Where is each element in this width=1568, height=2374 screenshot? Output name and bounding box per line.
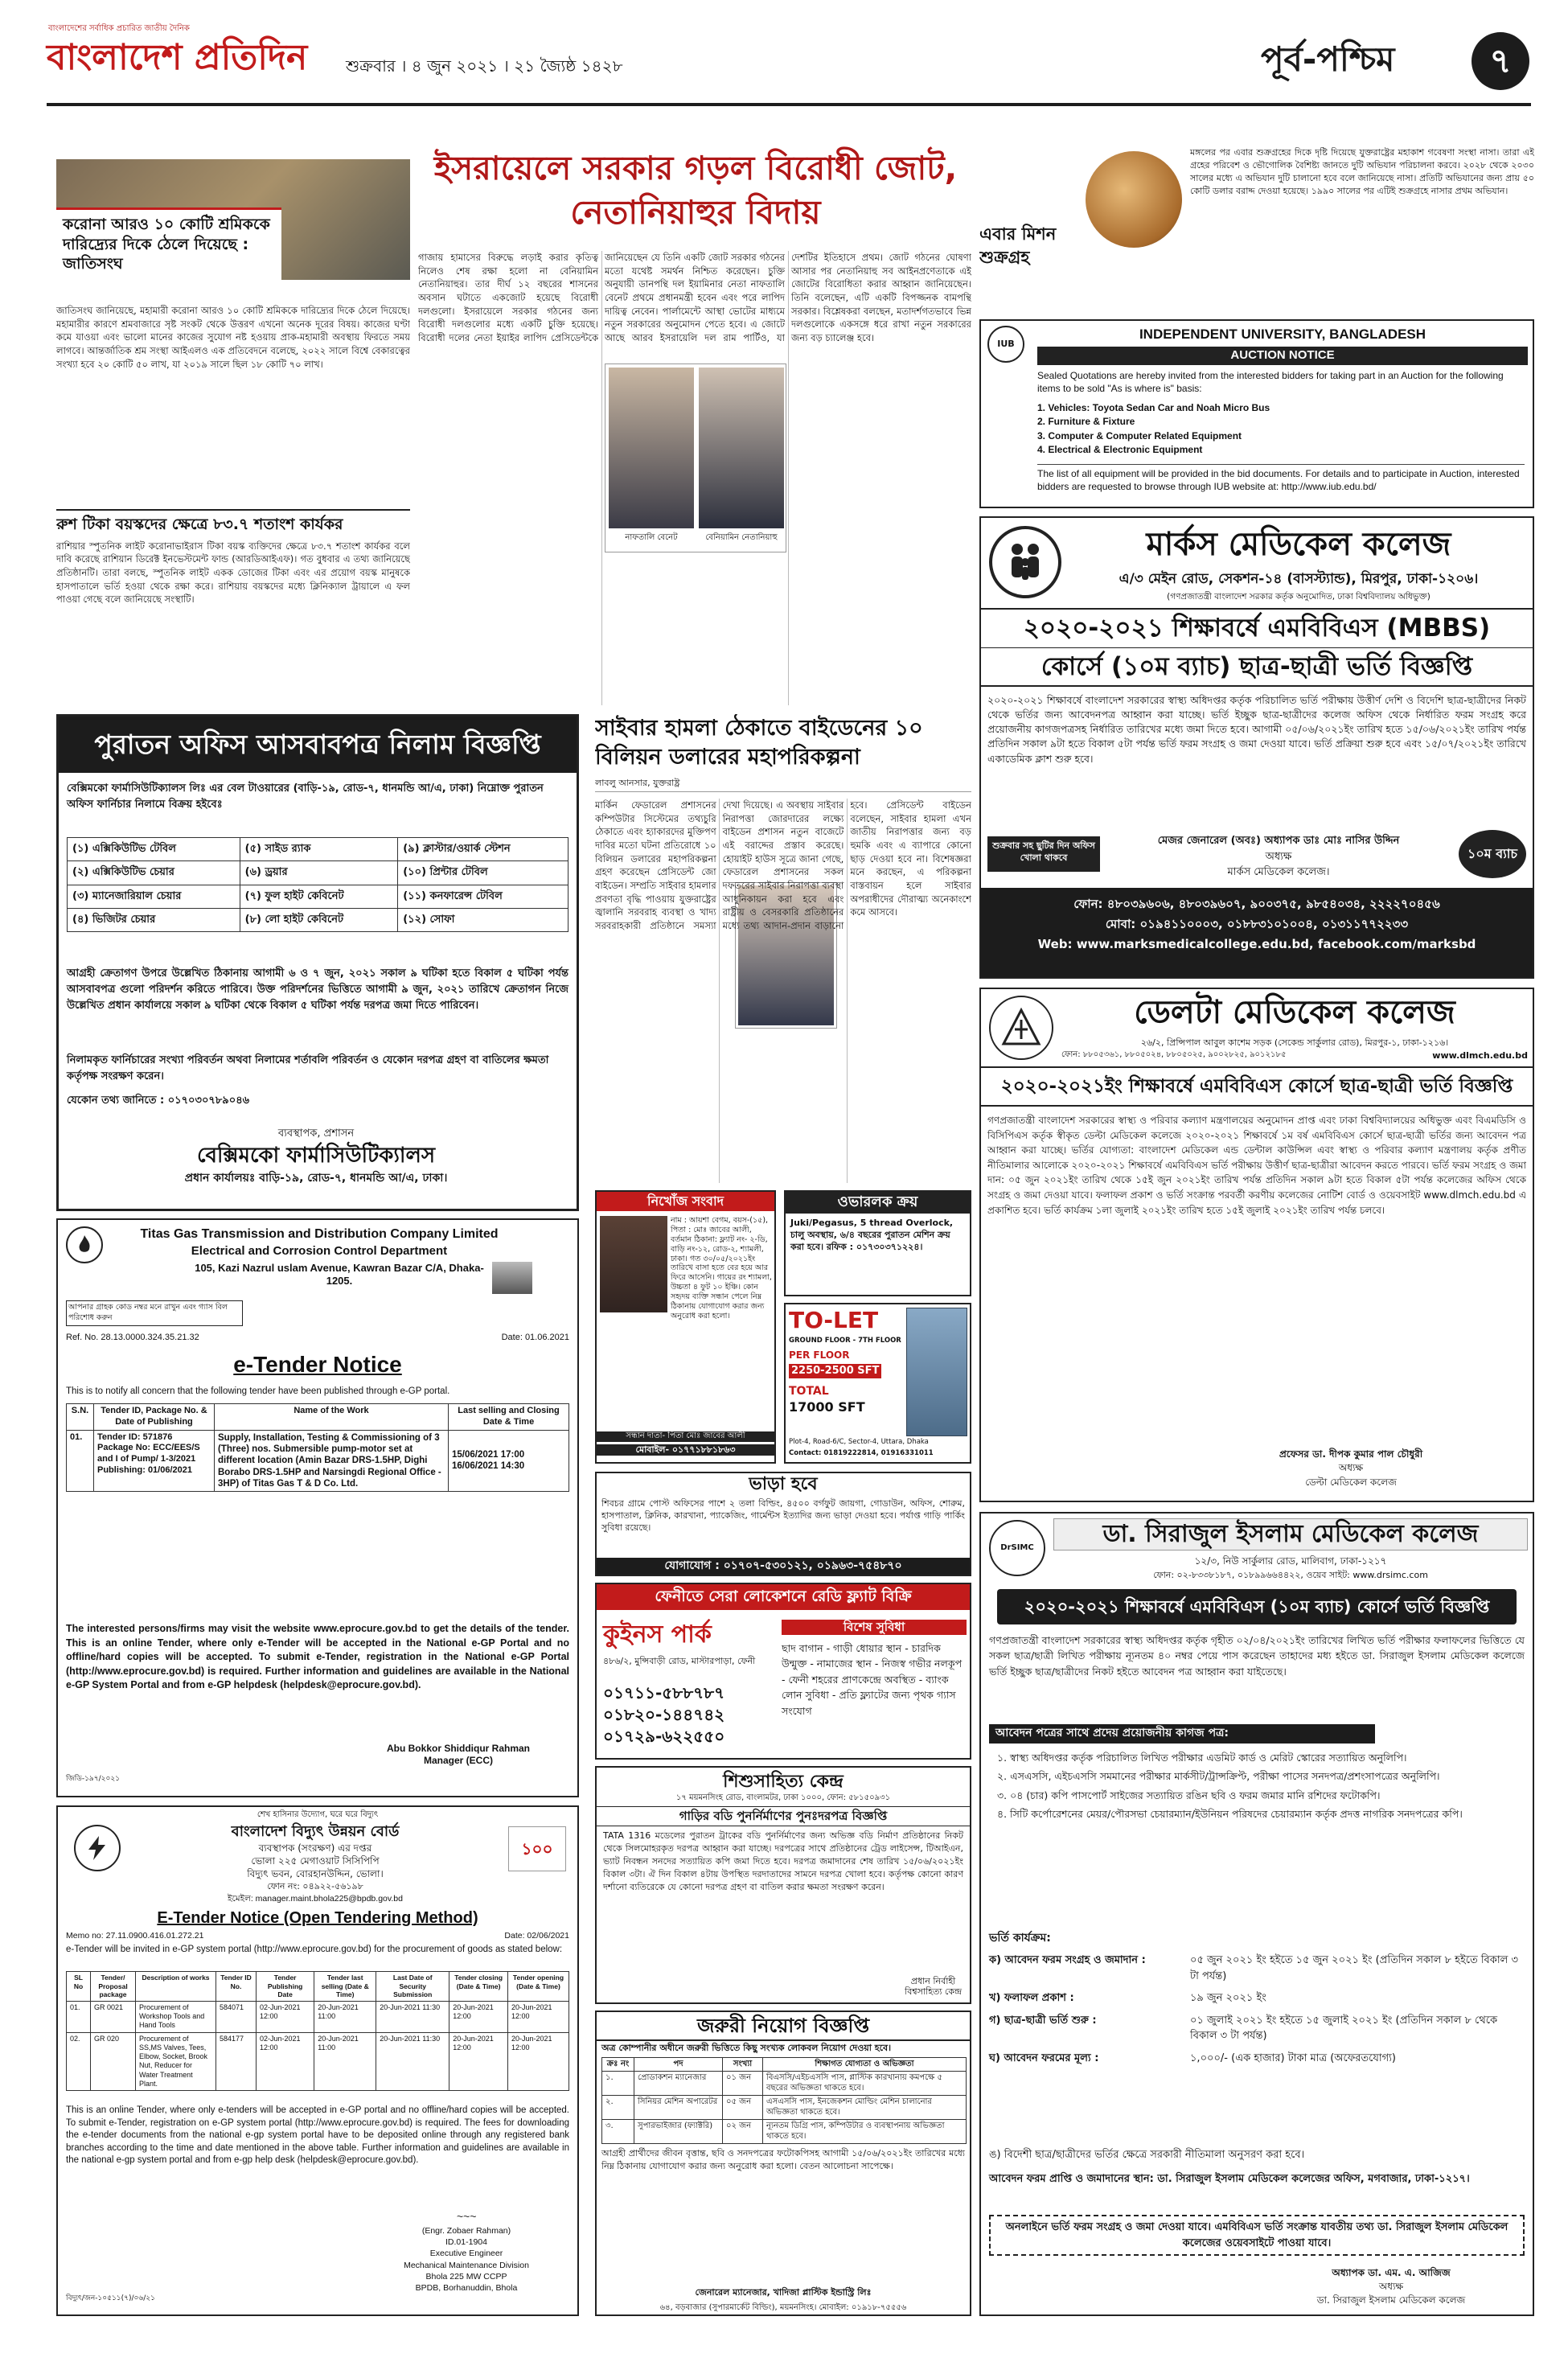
cyber-body: মার্কিন ফেডারেল প্রশাসনের কম্পিউটার সিস্টেমের তথ্যচুরি ঠেকাতে এবং হ্যাকারদের মুক্তিপণ দাবির মতো ঘটনা প্রতিরোধে ১০ বিলিয়ন ডলারের মহাপরিকল্পনা গ্রহণ করেছেন প্রেসিডেন্ট জো বাইডেন। সম্প্রতি সাইবার হামলার প্রবণতা বৃদ্ধি পাওয়ায় যুক্তরাষ্ট্রের জ্বালানি সরবরাহ ব্যবস্থা ও খাদ্য সরবরাহকারী প্রতিষ্ঠানে সমস্যা দেখা দিয়েছে। এ অবস্থায় সাইবার নিরাপত্তা জোরদারের লক্ষ্যে বাইডেন প্রশাসন নতুন বাজেটে এই বরাদ্দের প্রস্তাব করেছে। হোয়াইট হাউস সূত্রে জানা গেছে, ফেডারেল প্রশাসনের সকল দফতরের সাইবার নিরাপত্তা ব্যবস্থা আধুনিকায়ন করা হবে এবং রাষ্ট্রীয় ও বেসরকারি প্রতিষ্ঠানের মধ্যে তথ্য আদান-প্রদান বাড়ানো হবে। প্রেসিডেন্ট বাইডেন বলেছেন, সাইবার হামলা এখন জাতীয় নিরাপত্তার জন্য বড় হুমকি এবং এ ব্যাপারে কোনো ছাড় দেওয়া হবে না। বিশেষজ্ঞরা মনে করছেন, এ পরিকল্পনা বাস্তবায়ন হলে সাইবার অপরাধীদের দৌরাত্ম্য অনেকাংশে কমে আসবে। (595, 799, 971, 932)
schedule-row (989, 1990, 1525, 2006)
delta-sign-role: অধ্যক্ষ (1338, 1462, 1364, 1474)
sirajul-doc-item: ৩. ০৪ (চার) কপি পাসপোর্ট সাইজের সত্যায়িত রঙিন ছবি ও ফরম জমার মানি রশিদের ফটোকপি। (997, 1789, 1381, 1801)
cyber-byline: লাবলু আনসার, যুক্তরাষ্ট্র (595, 778, 971, 792)
russia-headline: রুশ টিকা বয়স্কদের ক্ষেত্রে ৮৩.৭ শতাংশ কার্যকর (56, 515, 343, 533)
sirajul-docs (997, 1750, 1525, 1822)
sirajul-body: গণপ্রজাতন্ত্রী বাংলাদেশ সরকারের স্বাস্থ্য অধিদপ্তর কর্তৃক গৃহীত ০২/০৪/২০২১ইং তারিখের লিখিত ভর্তি পরীক্ষার ফলাফলের ভিত্তিতে যে সকল ছাত্র/ছাত্রী লিখিত পরীক্ষায় ন্যূনতম ৪০ নম্বর পেয়ে পাস করেছেন তাহাদের মধ্য হইতে ডা. সিরাজুল ইসলাম মেডিকেল কলেজে ভর্তি ইচ্ছুক ছাত্র/ছাত্রীদের নিকট হইতে আবেদন পত্র আহ্বান করা যাইতেছে। (989, 1634, 1525, 1678)
russia-body: রাশিয়ার স্পুতনিক লাইট করোনাভাইরাস টিকা বয়স্ক ব্যক্তিদের ক্ষেত্রে ৮৩.৭ শতাংশ কার্যকর বলে দাবি করেছে রাশিয়ান ডিরেক্ট ইনভেস্টমেন্ট ফান্ড (আরডিআইএফ)। গত বুধবার এ তথ্য জানিয়েছে প্রতিষ্ঠানটি। তারা বলছে, স্পুতনিক লাইট একক ডোজের টিকা এবং এর প্রয়োগ বয়স্ক মানুষকে হাসপাতালে ভর্তি হওয়া থেকে রক্ষা করে। রাশিয়ায় বয়স্কদের মধ্যে ক্লিনিক্যাল ট্রায়ালে এ ফল পাওয়া গেছে বলে জানিয়েছে সংস্থাটি। (56, 540, 410, 606)
bpdb-sign (363, 2209, 569, 2294)
venus-article (979, 146, 1534, 315)
masthead-date: শুক্রবার । ৪ জুন ২০২১ । ২১ জ্যৈষ্ঠ ১৪২৮ (346, 56, 623, 76)
titas-row (67, 1430, 569, 1492)
bpdb-th: SL No (67, 1972, 91, 2002)
bpdb-cell: 584071 (216, 2001, 257, 2032)
jobs-table (601, 2057, 967, 2145)
jobs-th: ক্রঃ নং (602, 2057, 634, 2072)
bennett-caption: নাফতালি বেনেট (625, 533, 678, 542)
titas-cell: 15/06/2021 17:00 16/06/2021 14:30 (449, 1430, 569, 1492)
titas-logo (66, 1226, 103, 1263)
auction-items-table (67, 837, 569, 932)
jobs-cell: ৩. (602, 2120, 634, 2144)
section-name: পূর্ব-পশ্চিম (1261, 39, 1395, 79)
jobs-row (602, 2096, 967, 2120)
titas-table (66, 1403, 569, 1492)
bpdb-sub2: ভোলা ২২৫ মেগাওয়াট সিসিপিপি (251, 1855, 380, 1867)
bpdb-th: Tender/ Proposal package (91, 1972, 136, 2002)
jobs-cell: ১. (602, 2072, 634, 2096)
bpdb-sign-role: Executive Engineer (429, 2249, 503, 2259)
titas-org: Titas Gas Transmission and Distribution Company Limited (140, 1227, 499, 1241)
feni-phone: ০১৭২৯-৬২২৫৫০ (603, 1727, 725, 1746)
bpdb-intro: e-Tender will be invited in e-GP system portal (http://www.eprocure.gov.bd) for the procurement of goods as stated below: (66, 1945, 563, 1954)
marks-name: মার্কস মেডিকেল কলেজ (1146, 526, 1451, 563)
venus-body: মঙ্গলের পর এবার শুক্রগ্রহের দিকে দৃষ্টি দিয়েছে যুক্তরাষ্ট্রের মহাকাশ গবেষণা সংস্থা নাসা। তারা এই গ্রহের পরিবেশ ও ভৌগোলিক বৈশিষ্ট্য জানতে দুটি অভিযান পরিচালনা করবে। ২০২৮ থেকে ২০৩০ সালের মধ্যে এ অভিযান দুটি চালানো হবে বলে জানিয়েছে নাসা। প্রতিটি অভিযানের জন্য প্রায় ৫০ কোটি ডলার বরাদ্দ দেওয়া হয়েছে। ১৯৯০ সালের পর এটিই শুক্রগ্রহে নাসার প্রথম অভিযান। (1190, 147, 1534, 196)
bpdb-cell: 01. (67, 2001, 91, 2032)
titas-th: Tender ID, Package No. & Date of Publishing (94, 1404, 215, 1431)
covid-headline: করোনা আরও ১০ কোটি শ্রমিককে দারিদ্র্যের দিকে ঠেলে দিয়েছে : জাতিসংঘ (63, 216, 270, 273)
jobs-body: আগ্রহী প্রার্থীদের জীবন বৃত্তান্ত, ছবি ও সনদপত্রের ফটোকপিসহ আগামী ১৫/০৬/২০২১ইং তারিখের মধ্যে নিম্ন ঠিকানায় যোগাযোগ করার জন্য অনুরোধ করা হলো। বেতন আলোচনা সাপেক্ষে। (601, 2148, 965, 2171)
missing-contact: সন্ধান দাতা- পিতা মোঃ জাবের আলী (597, 1431, 774, 1442)
iub-logo (987, 326, 1024, 363)
marks-affiliation: (গণপ্রজাতন্ত্রী বাংলাদেশ সরকার কর্তৃক অনুমোদিত, ঢাকা বিশ্ববিদ্যালয় অধিভুক্ত) (1167, 592, 1430, 602)
feni-flat-ad (595, 1583, 971, 1760)
titas-intro: This is to notify all concern that the following tender have been published through e-GP portal. (66, 1386, 450, 1396)
schedule-row (989, 1953, 1525, 1984)
titas-portrait (492, 1262, 532, 1294)
schedule-row (989, 2051, 1525, 2067)
sirajul-sign-name: অধ্যাপক ডা. এম. এ. আজিজ (1332, 2267, 1451, 2278)
marks-medical-ad (979, 516, 1534, 979)
sirajul-foreign: ঙ) বিদেশী ছাত্র/ছাত্রীদের ভর্তির ক্ষেত্রে সরকারী নীতিমালা অনুসরণ করা হবে। (989, 2149, 1305, 2161)
masthead (0, 0, 1568, 138)
tolet-total-sft: 17000 SFT (789, 1399, 865, 1415)
sirajul-where: আবেদন ফরম প্রাপ্তি ও জমাদানের স্থান: ডা. সিরাজুল ইসলাম মেডিকেল কলেজের অফিস, মগবাজার, ঢাকা-১২১৭। (989, 2173, 1470, 2185)
shishu-sign (905, 1976, 962, 1998)
marks-contact (981, 888, 1533, 977)
sirajul-sign (1254, 2266, 1528, 2306)
auction-item: (২) এক্সিকিউটিভ চেয়ার (68, 861, 240, 885)
bpdb-th: Tender Publishing Date (257, 1972, 314, 2002)
delta-medical-ad (979, 988, 1534, 1502)
feni-phone: ০১৮২০-১৪৪৭৪২ (603, 1705, 725, 1724)
shishu-tender-ad (595, 1766, 971, 2004)
cyber-headline: সাইবার হামলা ঠেকাতে বাইডেনের ১০ বিলিয়ন ডলারের মহাপরিকল্পনা (595, 716, 923, 770)
bpdb-sign-name: (Engr. Zobaer Rahman) (421, 2226, 511, 2236)
sirajul-logo-text: DrSIMC (1000, 1542, 1034, 1552)
auction-item: (৯) ক্লাস্টার/ওয়ার্ক স্টেশন (398, 838, 569, 861)
bpdb-org: বাংলাদেশ বিদ্যুৎ উন্নয়ন বোর্ড (231, 1823, 400, 1840)
auction-item: (৬) ড্রয়ার (240, 861, 398, 885)
bpdb-row (67, 2032, 569, 2091)
auction-contact: যেকোন তথ্য জানিতে : ০১৭০৩০৭৮৯০৪৬ (67, 1095, 250, 1107)
titas-ref: Ref. No. 28.13.0000.324.35.21.32 (66, 1333, 199, 1342)
sirajul-phone: ফোন: ০২-৮৩৩৮১৮৭, ০১৮৯৯৬৬৪৪২২, ওয়েব সাইট: www.drsimc.com (1153, 1570, 1428, 1580)
auction-item: (১) এক্সিকিউটিভ টেবিল (68, 838, 240, 861)
bpdb-sign-org: BPDB, Borhanuddin, Bhola (415, 2282, 518, 2293)
titas-cell: 01. (67, 1430, 94, 1492)
auction-item: (১২) সোফা (398, 908, 569, 931)
covid-headline-box (56, 207, 281, 296)
iub-items (1037, 401, 1525, 458)
sirajul-docs-title: আবেদন পত্রের সাথে প্রদেয় প্রয়োজনীয় কাগজ পত্র: (989, 1724, 1375, 1744)
sirajul-sched-title: ভর্তি কার্যক্রম: (989, 1932, 1051, 1945)
titas-title: e-Tender Notice (233, 1352, 402, 1377)
iub-item: 3. Computer & Computer Related Equipment (1037, 429, 1242, 442)
rent-ad (595, 1472, 971, 1576)
russia-article (56, 515, 410, 696)
tolet-phone: Contact: 01819222814, 01916331011 (789, 1449, 934, 1457)
sirajul-sign-org: ডা. সিরাজুল ইসলাম মেডিকেল কলেজ (1316, 2294, 1466, 2306)
bpdb-cell: GR 0021 (91, 2001, 136, 2032)
auction-note: নিলামকৃত ফার্নিচারের সংখ্যা পরিবর্তন অথবা নিলামের শর্তাবলি পরিবর্তন ও যেকোন দরপত্র গ্রহণ বা বাতিলের ক্ষমতা কর্তৃপক্ষ সংরক্ষণ করেন। (67, 1054, 549, 1083)
marks-web: Web: www.marksmedicalcollege.edu.bd, facebook.com/marksbd (1037, 936, 1476, 951)
marks-logo (989, 526, 1061, 598)
auction-item: (৩) ম্যানেজারিয়াল চেয়ার (68, 885, 240, 908)
bpdb-memo: Memo no: 27.11.0900.416.01.272.21 (66, 1931, 204, 1941)
schedule-row (989, 2013, 1525, 2044)
jobs-cell: ০১ জন (723, 2072, 763, 2096)
iub-logo-text: IUB (997, 339, 1015, 350)
bpdb-cell: 20-Jun-2021 11:00 (314, 2001, 376, 2032)
marks-badge (1459, 830, 1526, 878)
bpdb-cell: 20-Jun-2021 12:00 (449, 2001, 508, 2032)
jobs-cell: ০৫ জন (723, 2096, 763, 2120)
titas-footer: জিডি-১৯৭/২০২১ (66, 1775, 121, 1783)
jobs-cell: ২. (602, 2096, 634, 2120)
jobs-cell: বিএসসি/এইচএসসি পাস, প্লাস্টিক কারখানায় কমপক্ষে ৫ বছরের অভিজ্ঞতা থাকতে হবে। (763, 2072, 967, 2096)
marks-sign-name: মেজর জেনারেল (অবঃ) অধ্যাপক ডাঃ মোঃ নাসির উদ্দিন (1157, 835, 1400, 847)
bpdb-th: Tender last selling (Date & Time) (314, 1972, 376, 2002)
marks-badge-text: ১০ম ব্যাচ (1467, 846, 1518, 861)
bpdb-email: ইমেইল: manager.maint.bhola225@bpdb.gov.bd (228, 1894, 403, 1904)
delta-address: ২৬/২, প্রিন্সিপাল আবুল কাশেম সড়ক (সেকেন্ড সার্কুলার রোড), মিরপুর-১, ঢাকা-১২১৬। (1140, 1037, 1449, 1048)
tolet-sub: GROUND FLOOR - 7TH FLOOR (789, 1337, 901, 1345)
jobs-address: ৬৪, বড়বাজার (সুপারমার্কেট বিল্ডিং), ময়মনসিংহ। মোবাইল: ০১৯১৮-৭৫৫৫৬ (659, 2302, 907, 2312)
auction-row (68, 885, 569, 908)
feni-phones (603, 1682, 764, 1748)
auction-body: আগ্রহী ক্রেতাগণ উপরে উল্লেখিত ঠিকানায় আগামী ৬ ও ৭ জুন, ২০২১ সকাল ৯ ঘটিকা হতে বিকাল ৫ ঘটিকা পর্যন্ত আসবাবপত্র গুলো পরিদর্শন করিতে পারিবে। উক্ত পরিদর্শনের ভিত্তিতে আগামী ৯ জুন, ২০২১ তারিখে ক্রেতাগন নিজে উল্লেখিত প্রধান কার্যালয়ে সকাল ৯ ঘটিকা থেকে বিকাল ৫ ঘটিকা পর্যন্ত দরপত্র জমা দিতে পারিবেন। (67, 967, 569, 1012)
jobs-th: সংখ্যা (723, 2057, 763, 2072)
israel-body: গাজায় হামাসের বিরুদ্ধে লড়াই করার কৃতিত্ব নিলেও শেষ রক্ষা হলো না বেনিয়ামিন নেতানিয়াহুর। তার দীর্ঘ ১২ বছরের শাসনের অবসান ঘটাতে একজোট হয়েছে বিরোধী দলগুলো। ইসরায়েলে সরকার গঠনের জন্য বিরোধী দলগুলোর মধ্যে একটি চুক্তি হয়েছে। বিরোধী দলের নেতা ইয়াইর লাপিদ প্রেসিডেন্টকে জানিয়েছেন যে তিনি একটি জোট সরকার গঠনের মতো যথেষ্ট সমর্থন নিশ্চিত করেছেন। চুক্তি অনুযায়ী ডানপন্থি দল ইয়ামিনার নেতা নাফতালি বেনেট প্রথমে প্রধানমন্ত্রী হবেন এবং পরে লাপিদ দায়িত্ব নেবেন। পার্লামেন্টে আস্থা ভোটের মাধ্যমে নতুন সরকারের অনুমোদন পেতে হবে। এ জোটে আছে আরব ইসরায়েলি দল রাম পার্টিও, যা দেশটির ইতিহাসে প্রথম। জোট গঠনের ঘোষণা আসার পর নেতানিয়াহু সব আইনপ্রণেতাকে এই জোটের বিরোধিতা করার আহ্বান জানিয়েছেন। তিনি বলেছেন, এটি একটি বিপজ্জনক বামপন্থি সরকার। বিশ্লেষকরা বলছেন, মতাদর্শগতভাবে ভিন্ন দলগুলোকে একসঙ্গে ধরে রাখা নতুন সরকারের জন্য বড় চ্যালেঞ্জ হবে। (418, 252, 971, 344)
iub-item: 2. Furniture & Fixture (1037, 416, 1135, 428)
marks-title2: কোর্সে (১০ম ব্যাচ) ছাত্র-ছাত্রী ভর্তি বিজ্ঞপ্তি (1041, 651, 1473, 681)
masthead-rule (47, 103, 1531, 106)
sirajul-doc-item: ১. স্বাস্থ্য অধিদপ্তর কর্তৃক পরিচালিত লিখিত পরীক্ষার এডমিট কার্ড ও মেরিট স্কোরের সত্যায়িত অনুলিপি। (997, 1752, 1407, 1764)
titas-sign-role: Manager (ECC) (423, 1755, 493, 1766)
shishu-name: শিশুসাহিত্য কেন্দ্র (723, 1772, 844, 1792)
rent-body: শিবচর গ্রামে পোস্ট অফিসের পাশে ২ তলা বিল্ডিং, ৪৫০০ বর্গফুট জায়গা, গোডাউন, অফিস, শোরুম, হাসপাতাল, ক্লিনিক, কারখানা, প্যাকেজিং, গার্মেন্টস ইত্যাদির জন্য ভাড়া দেওয়া হবে। পর্যাপ্ত গাড়ি পার্কিং সুবিধা রয়েছে। (601, 1497, 965, 1534)
delta-logo (989, 996, 1053, 1060)
bpdb-cell: 20-Jun-2021 12:00 (449, 2032, 508, 2091)
cyber-body-columns (595, 799, 971, 1183)
jobs-th: শিক্ষাগত যোগ্যতা ও অভিজ্ঞতা (763, 2057, 967, 2072)
jobs-row (602, 2072, 967, 2096)
tolet-sft: 2250-2500 SFT (789, 1364, 881, 1378)
bpdb-table (66, 1971, 569, 2091)
delta-web: www.dlmch.edu.bd (1432, 1050, 1528, 1061)
marks-office-text: শুক্রবার সহ ছুটির দিন অফিস খোলা থাকবে (992, 840, 1095, 864)
flame-icon (73, 1234, 96, 1256)
titas-th: Name of the Work (215, 1404, 449, 1431)
rent-title: ভাড়া হবে (749, 1474, 818, 1494)
overlock-body: Juki/Pegasus, 5 thread Overlock, চালু অবস্থায়, ৬/৪ বছরের পুরাতন মেশিন ক্রয় করা হবে। রফিক : ০১৭৩০৩৭১২২৪। (790, 1217, 954, 1253)
auction-item: (৮) লো হাইট কেবিনেট (240, 908, 398, 931)
jobs-ad (595, 2011, 971, 2316)
auction-sign-addr: প্রধান কার্যালয়ঃ বাড়ি-১৯, রোড-৭, ধানমন্ডি আ/এ, ঢাকা। (184, 1171, 448, 1185)
shishu-body: TATA 1316 মডেলের পুরাতন ট্রাকের বডি পুনর্নির্মাণের জন্য অভিজ্ঞ বডি নির্মাণ প্রতিষ্ঠানের নিকট থেকে সিলমোহরকৃত দরপত্র আহ্বান করা যাচ্ছে। দরপত্রের সাথে প্রতিষ্ঠানের ট্রেড লাইসেন্স, টিআইএন, ভ্যাট নিবন্ধন সনদের সত্যায়িত কপি জমা দিতে হবে। দরপত্র জমাদানের শেষ তারিখ ১৫/০৬/২০২১ইং বিকাল ৩টা। ঐ দিন বিকাল ৪টায় উপস্থিত দরদাতাদের সামনে দরপত্র খোলা হবে। কর্তৃপক্ষ কোনো কারণ দর্শানো ব্যতিরেকে যে কোনো দরপত্র গ্রহণ বা বাতিল করার ক্ষমতা সংরক্ষণ করেন। (603, 1830, 963, 1892)
jobs-header-row (602, 2057, 967, 2072)
furniture-auction-ad (56, 714, 579, 1211)
titas-body: The interested persons/firms may visit the website www.eprocure.gov.bd to get the details of the tender. This is an online Tender, where only e-Tender will be accepted in the National e-GP Portal and no offline/hard copies will be accepted. To submit e-Tender, registration in the National e-GP Portal (http://www.eprocure.gov.bd) is required. Further information and guidelines are available in the National e-GP System Portal and from e-GP helpdesk (helpdesk@eprocure.gov.bd). (66, 1623, 569, 1690)
bpdb-cell: 20-Jun-2021 11:30 (376, 2001, 449, 2032)
sirajul-title: ২০২০-২০২১ শিক্ষাবর্ষে এমবিবিএস (১০ম ব্যাচ) কোর্সে ভর্তি বিজ্ঞপ্তি (997, 1589, 1517, 1624)
marks-mobile: মোবা: ০১৯৪১১০০০৩, ০১৮৮৩১০১০০৪, ০১৩১১৭৭২২৩৩ (1105, 916, 1409, 931)
bpdb-sign-div: Mechanical Maintenance Division (404, 2260, 529, 2270)
auction-sign (107, 1127, 525, 1186)
page-number (1472, 32, 1529, 90)
bpdb-cell: 584177 (216, 2032, 257, 2091)
delta-title: ২০২০-২০২১ইং শিক্ষাবর্ষে এমবিবিএস কোর্সে ছাত্র-ছাত্রী ভর্তি বিজ্ঞপ্তি (981, 1066, 1533, 1107)
jobs-row (602, 2120, 967, 2144)
sirajul-address: ১২/৩, নিউ সার্কুলার রোড, মালিবাগ, ঢাকা-১২১৭ (1194, 1555, 1387, 1567)
masthead-tagline: বাংলাদেশের সর্বাধিক প্রচারিত জাতীয় দৈনিক (48, 24, 190, 33)
marks-office-box (987, 836, 1100, 872)
auction-item: (১১) কনফারেন্স টেবিল (398, 885, 569, 908)
auction-item: (৭) ফুল হাইট কেবিনেট (240, 885, 398, 908)
bpdb-header-row (67, 1972, 569, 2002)
schedule-value: ১৯ জুন ২০২১ ইং (1190, 1992, 1266, 2004)
auction-item: (৫) সাইড র‍্যাক (240, 838, 398, 861)
covid-body: জাতিসংঘ জানিয়েছে, মহামারী করোনা আরও ১০ কোটি শ্রমিককে দারিদ্র্যের দিকে ঠেলে দিয়েছে। মহামারীর কারণে শ্রমবাজারে সৃষ্ট সংকট থেকে উত্তরণ এখনো অনেক দূরের বিষয়। কাজের ঘণ্টা কমে যাওয়া এবং ভালো মানের কাজের সুযোগ নষ্ট হওয়ায় প্রাক-মহামারী অবস্থায় ফিরতে সময় লাগবে। আন্তর্জাতিক শ্রম সংস্থা আইএলও এক প্রতিবেদনে বলেছে, ২০২২ সালে বিশ্বে বেকারত্বের সংখ্যা হবে ২০ কোটি ৫০ লাখ, যা ২০১৯ সালে ছিল ১৮ কোটি ৭০ লাখ। (56, 305, 410, 370)
netanyahu-caption: বেনিয়ামিন নেতানিয়াহু (705, 533, 778, 542)
jobs-cell: সুপারভাইজার (ফ্যাক্টরি) (634, 2120, 723, 2144)
bpdb-cell: 20-Jun-2021 12:00 (507, 2001, 569, 2032)
bpdb-cell: 20-Jun-2021 12:00 (507, 2032, 569, 2091)
page-number-text: ৭ (1489, 40, 1512, 80)
jobs-intro: অত্র কোম্পানীর অধীনে জরুরী ভিত্তিতে কিছু সংখ্যক লোকবল নিয়োগ দেওয়া হবে। (601, 2043, 892, 2053)
israel-photos (605, 363, 786, 552)
bpdb-sub3: বিদ্যুৎ ভবন, বোরহানউদ্দিন, ভোলা। (247, 1868, 384, 1879)
family-icon (1001, 538, 1049, 586)
titas-dept: Electrical and Corrosion Control Department (191, 1244, 448, 1258)
iub-item: 4. Electrical & Electronic Equipment (1037, 444, 1203, 456)
jobs-cell: ০২ জন (723, 2120, 763, 2144)
iub-footer: The list of all equipment will be provided in the bid documents. For details and to participate in Auction, interested bidders are requested to browse through IUB website at: http://www.iub.edu.bd/ (1037, 464, 1525, 493)
feni-features: ছাদ বাগান - গাড়ী ধোয়ার স্থান - চারদিক উন্মুক্ত - নামাজের স্থান - নিজস্ব গভীর নলকূপ - ফেনী শহরের প্রাণকেন্দ্রে অবস্থিত - ব্যাংক লোন সুবিধা - প্রতি ফ্ল্যাটের জন্য পৃথক গ্যাস সংযোগ (782, 1642, 963, 1717)
bpdb-title: E-Tender Notice (Open Tendering Method) (157, 1909, 478, 1927)
auction-intro: বেক্সিমকো ফার্মাসিউটিক্যালস লিঃ এর বেল টাওয়ারের (বাড়ি-১৯, রোড-৭, ধানমন্ডি আ/এ, ঢাকা) নিম্নোক্ত পুরাতন অফিস ফার্নিচার নিলামে বিক্রয় হইবেঃ (67, 782, 544, 811)
titas-th: Last selling and Closing Date & Time (449, 1404, 569, 1431)
titas-header-row (67, 1404, 569, 1431)
jobs-cell: ন্যূনতম ডিগ্রি পাস, কম্পিউটার ও ব্যবস্থাপনায় অভিজ্ঞতা থাকতে হবে। (763, 2120, 967, 2144)
cyber-article (595, 714, 971, 1185)
bpdb-phone: ফোন নং: ০৪৯২২-৫৬১৯৮ (267, 1881, 363, 1891)
iub-notice (979, 319, 1534, 508)
overlock-title: ওভারলক ক্রয় (786, 1192, 970, 1214)
missing-phone: মোবাইল- ০১৭৭১৮৮১৮৬৩ (597, 1444, 774, 1456)
masthead-logo: বাংলাদেশ প্রতিদিন (47, 37, 308, 78)
bpdb-cell: 02-Jun-2021 12:00 (257, 2032, 314, 2091)
iub-intro: Sealed Quotations are hereby invited from the interested bidders for taking part in an Auction for the following items to be sold "As is where is" basis: (1037, 370, 1504, 395)
bpdb-cell: 02-Jun-2021 12:00 (257, 2001, 314, 2032)
marks-phones: ফোন: ৪৮০৩৯৬০৬, ৪৮০৩৯৬০৭, ৯০০৩৭৫, ৯৮৫৪০৩৪, ২২২২৭০৪৫৬ (1073, 897, 1440, 911)
sirajul-doc-item: ৪. সিটি কর্পোরেশনের মেয়র/পৌরসভা চেয়ারম্যান/ইউনিয়ন পরিষদের চেয়ারম্যান কর্তৃক প্রদত্ত নাগরিক সনদপত্রের কপি। (997, 1808, 1463, 1821)
auction-sign-org: বেক্সিমকো ফার্মাসিউটিক্যালস (196, 1144, 436, 1169)
iub-item: 1. Vehicles: Toyota Sedan Car and Noah Micro Bus (1037, 402, 1270, 413)
bpdb-slogan: শেখ হাসিনার উদ্যোগ, ঘরে ঘরে বিদ্যুৎ (257, 1810, 379, 1819)
venus-label: এবার মিশন শুক্রগ্রহ (979, 224, 1057, 268)
titas-address: 105, Kazi Nazrul uslam Avenue, Kawran Bazar C/A, Dhaka-1205. (195, 1262, 484, 1288)
bpdb-th: Tender opening (Date & Time) (507, 1972, 569, 2002)
schedule-label: ক) আবেদন ফরম সংগ্রহ ও জমাদান : (989, 1954, 1146, 1966)
schedule-label: গ) ছাত্র-ছাত্রী ভর্তি শুরু : (989, 2014, 1097, 2027)
shishu-address: ১৭ ময়মনসিংহ রোড, বাংলামটর, ঢাকা ১০০০, ফোন: ৫৮১৫০৯৩১ (675, 1793, 891, 1802)
auction-sign-role: ব্যবস্থাপক, প্রশাসন (277, 1127, 355, 1140)
bpdb-sign-id: ID.01-1904 (445, 2237, 487, 2248)
bpdb-cell: Procurement of Workshop Tools and Hand Tools (136, 2001, 216, 2032)
auction-title: পুরাতন অফিস আসবাবপত্র নিলাম বিজ্ঞপ্তি (59, 717, 577, 773)
marks-title-box (981, 608, 1533, 687)
feni-name: কুইনস পার্ক (603, 1620, 712, 1649)
bpdb-footer: বিদ্যুৎ/জন-১০৫১১(৭)/০৬/২১ (66, 2294, 155, 2302)
lightning-icon (84, 1834, 111, 1862)
bennett-photo (609, 368, 694, 528)
auction-row (68, 838, 569, 861)
rent-contact: যোগাযোগ : ০১৭০৭-৫৩০১২১, ০১৯৬৩-৭৫৪৮৭০ (597, 1558, 970, 1575)
bpdb-cell: 20-Jun-2021 11:30 (376, 2032, 449, 2091)
tolet-address: Plot-4, Road-6/C, Sector-4, Uttara, Dhaka (789, 1438, 929, 1446)
jobs-th: পদ (634, 2057, 723, 2072)
bpdb-th: Description of works (136, 1972, 216, 2002)
delta-name: ডেলটা মেডিকেল কলেজ (1134, 994, 1455, 1031)
sirajul-online: অনলাইনে ভর্তি ফরম সংগ্রহ ও জমা দেওয়া যাবে। এমবিবিএস ভর্তি সংক্রান্ত যাবতীয় তথ্য ডা. সিরাজুল ইসলাম মেডিকেল কলেজের ওয়েবসাইটে পাওয়া যাবে। (989, 2215, 1525, 2256)
auction-item: (১০) প্রিন্টার টেবিল (398, 861, 569, 885)
bpdb-cell: Procurement of SS,MS Valves, Tees, Elbow, Socket, Brook Nut, Reducer for Water Treatment Plant. (136, 2032, 216, 2091)
auction-row (68, 861, 569, 885)
missing-title: নিখোঁজ সংবাদ (597, 1192, 774, 1211)
bpdb-row (67, 2001, 569, 2032)
marks-sign (1118, 833, 1439, 881)
bpdb-cell: GR 020 (91, 2032, 136, 2091)
sirajul-sign-role: অধ্যক্ষ (1378, 2280, 1404, 2292)
covid-article (56, 159, 410, 505)
marks-sign-role: অধ্যক্ষ (1265, 850, 1292, 863)
schedule-value: ১,০০০/- (এক হাজার) টাকা মাত্র (অফেরতযোগ্য) (1190, 2052, 1396, 2064)
iub-notice-title: AUCTION NOTICE (1037, 347, 1528, 365)
delta-sign-org: ডেল্টা মেডিকেল কলেজ (1305, 1476, 1397, 1488)
bpdb-tender-notice (56, 1805, 579, 2316)
bpdb-th: Last Date of Security Submission (376, 1972, 449, 2002)
sirajul-logo (989, 1520, 1045, 1576)
titas-sign (347, 1743, 569, 1767)
feni-address: ৪৮৬/২, মুন্সিবাড়ী রোড, মাস্টারপাড়া, ফেনী (603, 1656, 756, 1666)
schedule-value: ০৫ জুন ২০২১ ইং হইতে ১৫ জুন ২০২১ ইং (প্রতিদিন সকাল ৮ হইতে বিকাল ৩ টা পর্যন্ত) (1190, 1954, 1518, 1982)
jobs-cell: সিনিয়র মেশিন অপারেটর (634, 2096, 723, 2120)
bpdb-cell: 02. (67, 2032, 91, 2091)
delta-body: গণপ্রজাতন্ত্রী বাংলাদেশ সরকারের স্বাস্থ্য ও পরিবার কল্যাণ মন্ত্রণালয়ের অনুমোদন প্রাপ্ত এবং ঢাকা বিশ্ববিদ্যালয়ের অধিভুক্ত এবং বিএমডিসি ও বিসিপিএস কর্তৃক স্বীকৃত ডেল্টা মেডিকেল কলেজে ২০২০-২০২১ শিক্ষাবর্ষে ১ম বর্ষ এমবিবিএস কোর্সে ছাত্র-ছাত্রী ভর্তির জন্য আবেদন পত্র আহ্বান করা যাচ্ছে। ভর্তির যোগ্যতা: বাংলাদেশ মেডিকেল এন্ড ডেন্টাল কাউন্সিল এবং স্বাস্থ্য ও পরিবার কল্যাণ মন্ত্রণালয় কর্তৃক প্রণীত নীতিমালার আলোকে ২০২০-২০২১ শিক্ষাবর্ষে এমবিবিএস ভর্তি পরীক্ষায় উত্তীর্ণ ছাত্র-ছাত্রীরা আবেদন করতে পারবে। ভর্তি ফরম সংগ্রহ ও জমা দান: ০৫ জুন ২০২১ইং তারিখ থেকে ১৫ই জুন ২০২১ইং তারিখ পর্যন্ত প্রতিদিন সকাল ৯টা হতে বিকাল ৫টা পর্যন্ত কলেজের অফিস থেকে সংগ্রহ ও জমা দেওয়া যাবে। ফলাফল প্রকাশ ও ভর্তি সংক্রান্ত পরবর্তী করণীয় কলেজের নোটিশ বোর্ড ও ওয়েবসাইট www.dlmch.edu.bd এ প্রকাশিত হবে। ভর্তি কার্যক্রম ১লা জুলাই ২০২১ইং তারিখ হতে ১৫ই জুলাই ২০২১ইং তারিখ পর্যন্ত চলবে। (987, 1115, 1526, 1216)
jobs-cell: প্রোডাকশন ম্যানেজার (634, 2072, 723, 2096)
feni-phone: ০১৭১১-৫৮৮৭৮৭ (603, 1683, 725, 1702)
titas-date: Date: 01.06.2021 (501, 1333, 569, 1342)
bpdb-th: Tender ID No. (216, 1972, 257, 2002)
bpdb-cell: 20-Jun-2021 11:00 (314, 2032, 376, 2091)
venus-image (1086, 151, 1182, 248)
jobs-sign: জেনারেল ম্যানেজার, খাদিজা প্লাস্টিক ইন্ডাস্ট্রি লিঃ (695, 2287, 872, 2298)
jobs-title: জরুরী নিয়োগ বিজ্ঞপ্তি (597, 2012, 970, 2041)
netanyahu-photo (699, 368, 784, 528)
schedule-label: ঘ) আবেদন ফরমের মূল্য : (989, 2052, 1099, 2064)
titas-tender-notice (56, 1218, 579, 1797)
delta-phone: ফোন: ৮৮০৫৩৬১, ৮৮০৫০২৪, ৮৮০৫০২৫, ৯০০২৮২৫, ৯০১২১৮৫ (1061, 1050, 1287, 1059)
titas-note: আপনার গ্রাহক কোড নম্বর মনে রাখুন এবং গ্যাস বিল পরিশোধ করুন (66, 1300, 243, 1326)
tolet-total: TOTAL (789, 1385, 829, 1398)
missing-notice (595, 1190, 776, 1464)
bpdb-logo (74, 1825, 121, 1871)
missing-body: নাম : আয়শা বেগম, বয়স-(১৫), পিতা : মোঃ জাবের আলী, বর্তমান ঠিকানা: ফ্ল্যাট নং- ২-ডি, বাড়ি নং-১২, রোড-২, শ্যামলী, ঢাকা। গত ৩০/০৫/২০২১ইং তারিখে বাসা হতে বের হয়ে আর ফিরে আসেনি। গায়ের রং শ্যামলা, উচ্চতা ৪ ফুট ১০ ইঞ্চি। কোন সহৃদয় ব্যক্তি সন্ধান পেলে নিম্ন ঠিকানায় যোগাযোগ করার জন্য অনুরোধ করা হলো। (671, 1216, 772, 1320)
marks-address: এ/৩ মেইন রোড, সেকশন-১৪ (বাসস্ট্যান্ড), মিরপুর, ঢাকা-১২০৬। (1119, 571, 1479, 587)
schedule-value: ০১ জুলাই ২০২১ ইং হইতে ১৫ জুলাই ২০২১ ইং (প্রতিদিন সকাল ৮ থেকে বিকাল ৩ টা পর্যন্ত) (1190, 2014, 1498, 2042)
titas-th: S.N. (67, 1404, 94, 1431)
feni-banner: ফেনীতে সেরা লোকেশনে রেডি ফ্ল্যাট বিক্রি (597, 1584, 970, 1610)
titas-cell: Tender ID: 571876 Package No: ECC/EES/S and I of Pump/ 1-3/2021 Publishing: 01/06/2021 (94, 1430, 215, 1492)
marks-body: ২০২০-২০২১ শিক্ষাবর্ষে বাংলাদেশ সরকারের স্বাস্থ্য অধিদপ্তর কর্তৃক পরিচালিত ভর্তি পরীক্ষায় উত্তীর্ণ দেশি ও বিদেশি ছাত্র-ছাত্রীদের নিকট থেকে ভর্তির জন্য আবেদনপত্র আহ্বান করা যাচ্ছে। ভর্তি ইচ্ছুক ছাত্র-ছাত্রীদের কলেজ অফিস থেকে নির্ধারিত ফরম সংগ্রহ করে প্রয়োজনীয় কাগজপত্রসহ নির্ধারিত তারিখের মধ্যে জমা দিতে হবে। আগামী ০৫/০৬/২০২১ইং তারিখ হতে ১৫/০৬/২০২১ইং তারিখ পর্যন্ত প্রতিদিন সকাল ৯টা হতে বিকাল ৫টা পর্যন্ত ভর্তি ফরম সংগ্রহ ও জমা দেওয়া যাবে। ভর্তি প্রক্রিয়া শুরু হবে এবং ১৫/০৭/২০২১ইং তারিখে একাডেমিক ক্লাশ শুরু হবে। (987, 694, 1526, 765)
mujib-100-logo: ১০০ (508, 1826, 566, 1871)
tolet-building (906, 1308, 967, 1436)
marks-sign-org: মার্কস মেডিকেল কলেজ। (1227, 866, 1330, 878)
titas-sign-name: Abu Bokkor Shiddiqur Rahman (386, 1743, 530, 1754)
tolet-ad (784, 1303, 971, 1464)
bpdb-body: This is an online Tender, where only e-tenders will be accepted in e-GP portal and no offline/hard copies will be accepted. To submit e-Tender, registration on e-GP system portal (http://www.eprocure.gov.bd) is required. The fees for downloading the e-tender documents from the national e-gp system portal have to be deposited online through any registered bank branches according to the time and date mentioned in the above table. Further information and guidelines are available in the national e-gp system portal and from e-gp help desk (helpdesk@eprocure.gov.bd). (66, 2105, 569, 2166)
shishu-sign-org: বিশ্বসাহিত্য কেন্দ্র (905, 1986, 962, 1998)
delta-emblem-icon (1000, 1007, 1042, 1049)
auction-row (68, 908, 569, 931)
sirajul-doc-item: ২. এসএসসি, এইচএসসি সমমানের পরীক্ষার মার্কসীট/ট্রান্সক্রিপ্ট, পরীক্ষা পাসের সনদপত্র/প্রশংসাপত্রের অনুলিপি। (997, 1770, 1440, 1783)
sirajul-medical-ad (979, 1512, 1534, 2316)
iub-title: INDEPENDENT UNIVERSITY, BANGLADESH (1139, 327, 1426, 342)
bpdb-th: Tender closing (Date & Time) (449, 1972, 508, 2002)
schedule-label: খ) ফলাফল প্রকাশ : (989, 1992, 1074, 2004)
signature-scribble: ~~~ (456, 2210, 477, 2223)
marks-title1: ২০২০-২০২১ শিক্ষাবর্ষে এমবিবিএস (MBBS) (981, 610, 1533, 648)
bpdb-memo-date: Date: 02/06/2021 (504, 1931, 569, 1941)
sirajul-name: ডা. সিরাজুল ইসলাম মেডিকেল কলেজ (1053, 1518, 1528, 1550)
delta-sign (1174, 1448, 1528, 1489)
bpdb-sign-plant: Bhola 225 MW CCPP (425, 2271, 507, 2282)
israel-article (418, 146, 971, 709)
overlock-ad (784, 1190, 971, 1296)
shishu-title: গাড়ির বডি পুনর্নির্মাণের পুনঃদরপত্র বিজ্ঞপ্তি (597, 1806, 970, 1826)
bpdb-sub1: ব্যবস্থাপক (সংরক্ষণ) এর দপ্তর (258, 1842, 372, 1854)
shishu-sign-role: প্রধান নির্বাহী (910, 1975, 956, 1986)
rule (56, 509, 410, 511)
feni-features-title: বিশেষ সুবিধা (782, 1620, 967, 1635)
delta-sign-name: প্রফেসর ডা. দীপক কুমার পাল চৌধুরী (1279, 1448, 1423, 1460)
titas-cell: Supply, Installation, Testing & Commissioning of 3 (Three) nos. Submersible pump-motor set at different location (Amin Bazar DRS-1.5HP, Dighi Borabo DRS-1.5HP and Narsingdi Regional Office - 3HP) of Titas Gas T & D Co. Ltd. (215, 1430, 449, 1492)
tolet-title: TO-LET (789, 1307, 879, 1333)
sirajul-schedule (989, 1953, 1525, 2072)
auction-item: (৪) ভিজিটর চেয়ার (68, 908, 240, 931)
israel-headline: ইসরায়েলে সরকার গড়ল বিরোধী জোট, নেতানিয়াহুর বিদায় (433, 149, 958, 232)
jobs-cell: এসএসসি পাস, ইনজেকশন মোল্ডিং মেশিন চালানোর অভিজ্ঞতা থাকতে হবে। (763, 2096, 967, 2120)
tolet-per: PER FLOOR (789, 1349, 850, 1361)
